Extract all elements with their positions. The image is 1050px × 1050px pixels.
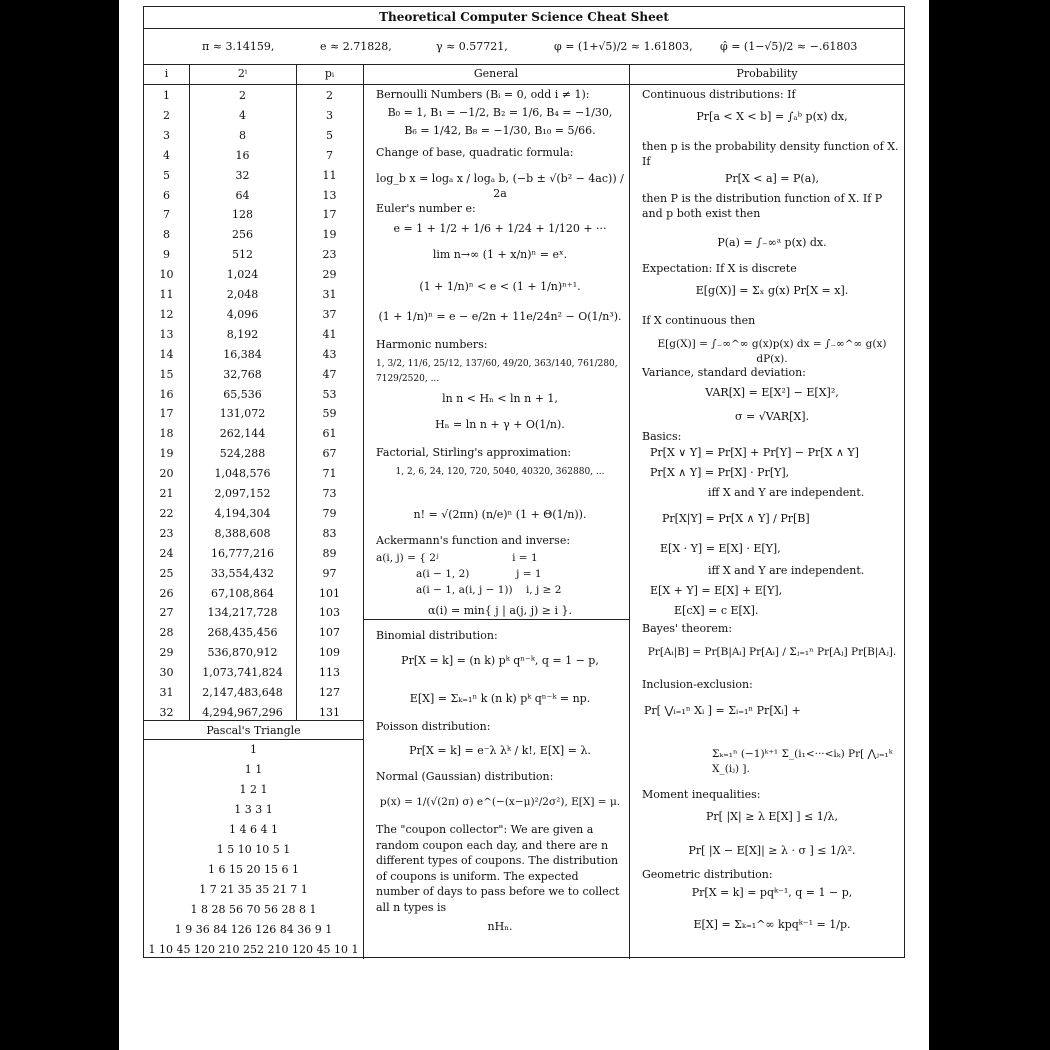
cell-i: 30 [159,666,174,680]
rule-general-split [363,619,629,620]
cell-prime: 7 [326,148,333,162]
cell-i: 9 [163,248,170,262]
continuous-line-4: then P is the distribution function of X. If P and p both exist then [642,192,883,220]
sheet-title: Theoretical Computer Science Cheat Sheet [144,7,904,29]
table-row [144,424,363,444]
constant-e: e ≈ 2.71828, [320,40,392,53]
cell-prime: 37 [322,307,337,321]
variance-line-2: σ = √VAR[X]. [734,410,810,423]
cell-pow: 256 [232,228,253,242]
pascal-row: 1 7 21 35 35 21 7 1 [199,883,308,896]
bernoulli-line-2: B₆ = 1/42, B₈ = −1/30, B₁₀ = 5/66. [404,124,596,137]
cell-prime: 19 [322,228,337,242]
table-row [144,464,363,484]
cell-prime: 31 [322,288,337,301]
cell-pow: 32 [235,168,250,182]
basics-line-1: Pr[X ∨ Y] = Pr[X] + Pr[Y] − Pr[X ∧ Y] [650,446,859,459]
cell-i: 28 [159,626,174,640]
table-row [144,484,363,504]
cell-pow: 268,435,456 [207,626,278,640]
cell-prime: 59 [322,407,337,421]
cell-pow: 16,384 [223,347,262,361]
cell-prime: 61 [322,427,337,441]
table-row [144,285,363,305]
expectation-heading: Expectation: If X is discrete [642,262,797,275]
bayes-line-1: Pr[Aᵢ|B] = Pr[B|Aᵢ] Pr[Aᵢ] / Σⱼ₌₁ⁿ Pr[Aⱼ] Pr[B|Aⱼ]. [647,646,897,658]
poisson-heading: Poisson distribution: [376,720,491,733]
cell-prime: 23 [322,248,337,262]
cell-pow: 8 [239,128,246,142]
continuous-line-3: Pr[X < a] = P(a), [724,172,820,185]
cell-pow: 65,536 [223,387,262,401]
table-row [144,603,363,623]
cell-pow: 67,108,864 [211,586,274,600]
cell-pow: 2,147,483,648 [202,686,283,699]
table-row [144,205,363,225]
pascal-row: 1 3 3 1 [234,803,273,816]
cell-i: 12 [159,307,174,321]
cell-i: 7 [163,208,170,222]
table-row [144,106,363,126]
pascal-row: 1 10 45 120 210 252 210 120 45 10 1 [148,943,359,956]
basics-heading: Basics: [642,430,682,443]
table-row [144,265,363,285]
cell-i: 3 [163,128,170,142]
cell-pow: 128 [232,208,253,222]
table-row [144,444,363,464]
basics-line-3: iff X and Y are independent. [708,486,865,499]
cell-prime: 67 [322,447,337,461]
continuous-line-1: Pr[a < X < b] = ∫ₐᵇ p(x) dx, [696,110,848,123]
cell-pow: 512 [232,248,253,262]
cell-prime: 3 [326,108,333,122]
pascal-row: 1 2 1 [239,783,268,796]
euler-heading: Euler's number e: [376,202,476,215]
table-row [144,584,363,604]
harmonic-line-3: Hₙ = ln n + γ + O(1/n). [435,418,565,431]
cell-prime: 43 [322,347,337,361]
table-row [144,365,363,385]
basics-line-5: E[X · Y] = E[X] · E[Y], [660,542,781,555]
cell-prime: 79 [322,506,337,520]
cell-prime: 113 [319,666,340,680]
harmonic-line-1: 1, 3/2, 11/6, 25/12, 137/60, 49/20, 363/140, 761/280, 7129/2520, ... [376,359,618,384]
cell-pow: 16,777,216 [211,546,274,560]
binomial-heading: Binomial distribution: [376,629,498,642]
cell-pow: 8,388,608 [214,526,271,540]
cell-pow: 4,096 [226,307,259,321]
harmonic-heading: Harmonic numbers: [376,338,488,351]
cell-pow: 1,048,576 [214,467,271,481]
cell-i: 25 [159,566,174,580]
cell-i: 19 [159,447,174,461]
cell-pow: 2,048 [226,288,259,301]
inclusion-line-1: Pr[ ⋁ᵢ₌₁ⁿ Xᵢ ] = Σᵢ₌₁ⁿ Pr[Xᵢ] + [644,704,801,717]
cell-pow: 2 [239,89,246,102]
continuous-line-2: then p is the probability density function of X. If [642,140,899,168]
cell-pow: 524,288 [219,447,266,461]
cell-i: 14 [159,347,174,361]
table-row [144,404,363,424]
constant-phi-hat: φ̂ = (1−√5)/2 ≈ −.61803 [720,40,858,53]
expectation-line-2: If X continuous then [642,314,756,327]
inclusion-line-2: Σₖ₌₁ⁿ (−1)ᵏ⁺¹ Σ_(i₁<···<iₖ) Pr[ ⋀ⱼ₌₁ᵏ X_(iⱼ) ]. [712,748,893,775]
euler-line-2: lim n→∞ (1 + x/n)ⁿ = eˣ. [432,248,568,261]
cell-prime: 73 [322,487,337,500]
basics-line-4: Pr[X|Y] = Pr[X ∧ Y] / Pr[B] [662,512,810,525]
geometric-line-1: Pr[X = k] = pqᵏ⁻¹, q = 1 − p, [691,886,853,899]
factorial-heading: Factorial, Stirling's approximation: [376,446,572,459]
moment-line-1: Pr[ |X| ≥ λ E[X] ] ≤ 1/λ, [706,810,838,823]
cell-i: 22 [159,506,174,520]
cell-i: 8 [163,228,170,242]
factorial-line-2: n! = √(2πn) (n/e)ⁿ (1 + Θ(1/n)). [413,508,587,521]
cell-pow: 1,024 [226,268,259,282]
rule-probability [629,65,630,959]
bernoulli-heading: Bernoulli Numbers (Bᵢ = 0, odd i ≠ 1): [376,88,590,101]
cell-pow: 4,294,967,296 [202,705,283,719]
cell-prime: 83 [322,526,337,540]
cell-pow: 33,554,432 [211,566,274,580]
cell-pow: 8,192 [226,327,259,341]
pascal-row: 1 8 28 56 70 56 28 8 1 [190,903,317,916]
cell-pow: 1,073,741,824 [202,666,283,680]
ackermann-line-2: a(i − 1, 2) j = 1 [376,568,542,580]
coupon-formula: nHₙ. [487,920,513,933]
constants-row [144,29,904,65]
pascal-title: Pascal's Triangle [144,720,363,740]
header-p: pᵢ [324,67,335,80]
poisson-line-1: Pr[X = k] = e⁻λ λᵏ / k!, E[X] = λ. [409,744,591,757]
factorial-line-1: 1, 2, 6, 24, 120, 720, 5040, 40320, 362880, ... [395,467,605,477]
cell-i: 27 [159,606,174,620]
page [119,0,929,1050]
pascal-row: 1 5 10 10 5 1 [216,843,291,856]
table-row [144,524,363,544]
table-row [144,623,363,643]
table-row [144,146,363,166]
table-row [144,86,363,106]
cell-pow: 134,217,728 [207,606,278,620]
binomial-line-1: Pr[X = k] = (n k) pᵏ qⁿ⁻ᵏ, q = 1 − p, [401,654,599,667]
cell-pow: 262,144 [219,427,266,441]
pascal-row: 1 1 [244,763,263,776]
pascal-row: 1 6 15 20 15 6 1 [208,863,299,876]
pascal-row: 1 4 6 4 1 [229,823,278,836]
ackermann-inverse: α(i) = min{ j | a(j, j) ≥ i }. [427,604,573,617]
variance-heading: Variance, standard deviation: [642,366,806,379]
cell-prime: 101 [319,586,340,600]
rule-general [363,65,364,959]
table-row [144,166,363,186]
change-formula: log_b x = logₐ x / logₐ b, (−b ± √(b² − 4ac)) / 2a [376,172,624,200]
cell-pow: 536,870,912 [207,646,278,660]
cell-prime: 97 [322,566,337,580]
expectation-line-1: E[g(X)] = Σₓ g(x) Pr[X = x]. [695,284,849,297]
cell-prime: 17 [322,208,337,222]
cell-i: 20 [159,467,174,481]
harmonic-line-2: ln n < Hₙ < ln n + 1, [442,392,558,405]
cell-i: 24 [159,546,174,560]
table-row [144,504,363,524]
cell-i: 5 [163,168,170,182]
header-probability: Probability [736,67,798,80]
euler-line-3: (1 + 1/n)ⁿ < e < (1 + 1/n)ⁿ⁺¹. [419,280,581,293]
table-row [144,345,363,365]
table-row [144,663,363,683]
table-row [144,385,363,405]
basics-line-7: E[X + Y] = E[X] + E[Y], [650,584,783,597]
cell-prime: 103 [319,606,340,620]
table-row [144,683,363,703]
cell-pow: 16 [235,148,250,162]
constant-gamma: γ ≈ 0.57721, [436,40,508,53]
cell-prime: 53 [322,387,337,401]
cell-i: 23 [159,526,174,540]
table-row [144,245,363,265]
normal-heading: Normal (Gaussian) distribution: [376,770,554,783]
cell-pow: 64 [235,188,250,202]
table-row [144,126,363,146]
cell-i: 1 [163,89,170,102]
binomial-line-2: E[X] = Σₖ₌₁ⁿ k (n k) pᵏ qⁿ⁻ᵏ = np. [409,692,591,705]
cell-prime: 109 [319,646,340,660]
cell-i: 18 [159,427,174,441]
column-headers [144,65,904,85]
cell-pow: 32,768 [223,367,262,381]
bayes-heading: Bayes' theorem: [642,622,733,635]
coupon-text: The "coupon collector": We are given a random coupon each day, and there are n different types of coupons. The distribution of coupons is uniform. The expected number of days to pass before we to collect all n types is [376,823,620,914]
cell-prime: 107 [319,626,340,640]
continuous-heading: Continuous distributions: If [642,88,796,101]
cell-prime: 13 [322,188,337,202]
cell-pow: 4 [239,108,246,122]
constant-phi: φ = (1+√5)/2 ≈ 1.61803, [554,40,693,53]
table-row [144,544,363,564]
cell-prime: 11 [322,168,337,182]
geometric-heading: Geometric distribution: [642,868,773,881]
table-row [144,643,363,663]
cell-i: 26 [159,586,174,600]
change-heading: Change of base, quadratic formula: [376,146,574,159]
basics-line-6: iff X and Y are independent. [708,564,865,577]
cell-i: 13 [159,327,174,341]
cell-i: 32 [159,705,174,719]
cheat-sheet [143,6,905,958]
cell-i: 11 [159,288,174,301]
pascal-row: 1 9 36 84 126 126 84 36 9 1 [174,923,333,936]
euler-line-1: e = 1 + 1/2 + 1/6 + 1/24 + 1/120 + ··· [393,222,607,235]
cell-i: 16 [159,387,174,401]
cell-prime: 89 [322,546,337,560]
cell-prime: 127 [319,686,340,699]
cell-pow: 2,097,152 [214,487,271,500]
cell-i: 29 [159,646,174,660]
cell-i: 21 [159,487,174,500]
table-row [144,225,363,245]
moment-heading: Moment inequalities: [642,788,761,801]
cell-i: 10 [159,268,174,282]
header-general: General [473,67,519,80]
cell-prime: 41 [322,327,337,341]
cell-prime: 29 [322,268,337,282]
cell-prime: 71 [322,467,337,481]
ackermann-line-3: a(i − 1, a(i, j − 1)) i, j ≥ 2 [376,584,562,596]
cell-i: 15 [159,367,174,381]
table-row [144,305,363,325]
cell-i: 4 [163,148,170,162]
inclusion-heading: Inclusion-exclusion: [642,678,753,691]
normal-line-1: p(x) = 1/(√(2π) σ) e^(−(x−μ)²/2σ²), E[X] = μ. [379,796,621,808]
table-row [144,186,363,206]
variance-line-1: VAR[X] = E[X²] − E[X]², [705,386,839,399]
pascal-row: 1 [250,743,257,756]
ackermann-heading: Ackermann's function and inverse: [376,534,571,547]
cell-prime: 47 [322,367,337,381]
table-row [144,325,363,345]
header-i: i [164,67,169,80]
ackermann-line-1: a(i, j) = { 2ʲ i = 1 [376,552,538,564]
header-pow: 2ⁱ [237,67,248,80]
cell-i: 2 [163,108,170,122]
cell-i: 17 [159,407,174,421]
euler-line-4: (1 + 1/n)ⁿ = e − e/2n + 11e/24n² − O(1/n³). [378,310,622,323]
continuous-line-5: P(a) = ∫₋∞ᵃ p(x) dx. [717,236,827,249]
bernoulli-line-1: B₀ = 1, B₁ = −1/2, B₂ = 1/6, B₄ = −1/30, [387,106,613,119]
geometric-line-2: E[X] = Σₖ₌₁^∞ kpqᵏ⁻¹ = 1/p. [693,918,851,931]
constant-pi: π ≈ 3.14159, [202,40,275,53]
basics-line-8: E[cX] = c E[X]. [674,604,759,617]
expectation-line-3: E[g(X)] = ∫₋∞^∞ g(x)p(x) dx = ∫₋∞^∞ g(x) dP(x). [657,338,887,365]
cell-prime: 131 [319,705,340,719]
cell-prime: 2 [326,89,333,102]
cell-pow: 131,072 [219,407,266,421]
cell-prime: 5 [326,128,333,142]
cell-i: 31 [159,686,174,699]
cell-i: 6 [163,188,170,202]
table-row [144,564,363,584]
moment-line-2: Pr[ |X − E[X]| ≥ λ · σ ] ≤ 1/λ². [688,844,856,857]
cell-pow: 4,194,304 [214,506,271,520]
basics-line-2: Pr[X ∧ Y] = Pr[X] · Pr[Y], [650,466,790,479]
